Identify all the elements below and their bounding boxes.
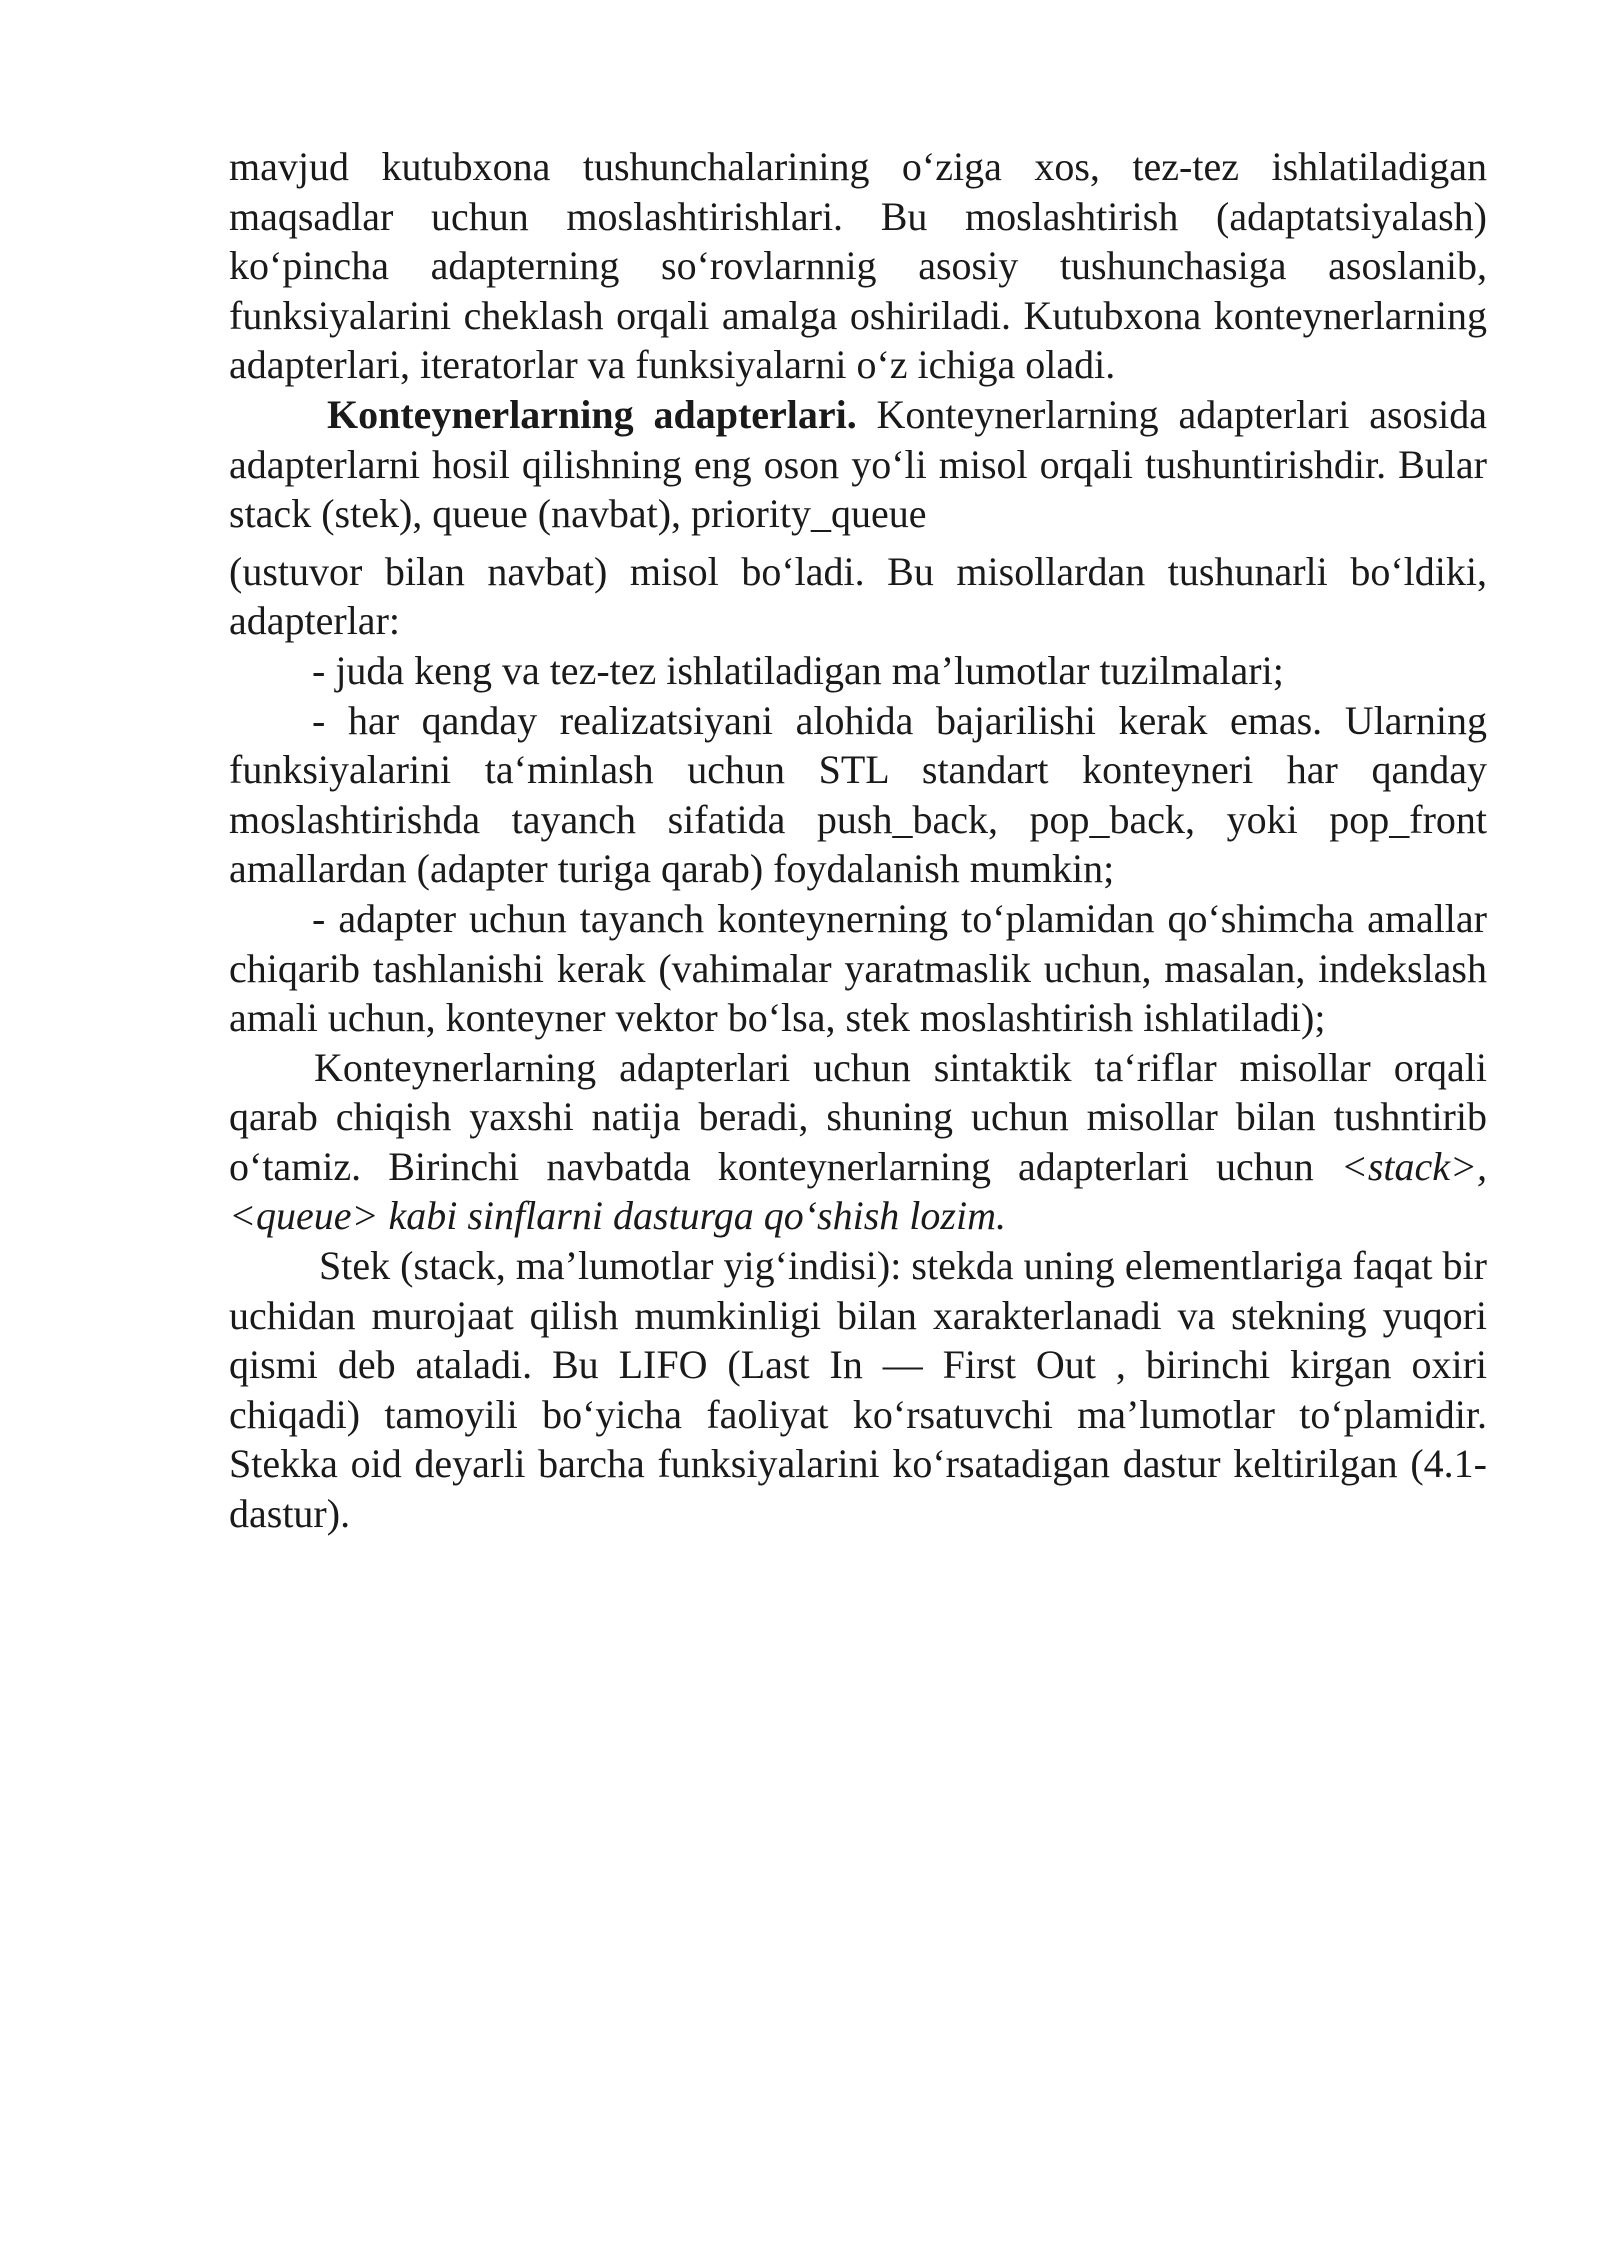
paragraph-examples: (ustuvor bilan navbat) misol bo‘ladi. Bu misollardan tushunarli bo‘ldiki, adapterlar: [229,548,1487,644]
paragraph-syntax [229,1043,1487,1241]
paragraph-adapters [229,390,1487,539]
list-item: - juda keng va tez-tez ishlatiladigan ma’lumotlar tuzilmalari; [312,647,1284,693]
paragraph-syntax-italic: <stack>, <queue> kabi sinflarni dasturga qo‘shish lozim. [229,1143,1487,1239]
paragraph-stack: Stek (stack, ma’lumotlar yig‘indisi): stekda uning elementlariga faqat bir uchidan murojaat qilish mumkinligi bilan xarakterlanadi va stekning yuqori qismi deb ataladi. Bu LIFO (Last In — First Out , birinchi kirgan oxiri chiqadi) tamoyili bo‘yicha faoliyat ko‘rsatuvchi ma’lumotlar to‘plamidir. Stekka oid deyarli barcha funksiyalarini ko‘rsatadigan dastur keltirilgan (4.1-dastur). [229,1243,1487,1537]
paragraph-adapters-body: Konteynerlarning adapterlari asosida adapterlarni hosil qilishning eng oson yo‘li misol orqali tushuntirishdir. Bular stack (stek), queue (navbat), priority_queue [229,391,1487,537]
list-item: - har qanday realizatsiyani alohida bajarilishi kerak emas. Ularning funksiyalarini ta‘minlash uchun STL standart konteyneri har qanday moslashtirishda tayanch sifatida push_back, pop_back, yoki pop_front amallardan (adapter turiga qarab) foydalanish mumkin; [229,697,1487,892]
body-text [229,142,1487,1539]
paragraph-syntax-body: Konteynerlarning adapterlari uchun sintaktik ta‘riflar misollar orqali qarab chiqish yaxshi natija beradi, shuning uchun misollar bilan tushntirib o‘tamiz. Birinchi navbatda konteynerlarning adapterlari uchun [229,1044,1487,1189]
section-heading: Konteynerlarning adapterlari. [327,391,857,437]
list-item: - adapter uchun tayanch konteynerning to‘plamidan qo‘shimcha amallar chiqarib tashlanishi kerak (vahimalar yaratmaslik uchun, masalan, indekslash amali uchun, konteyner vektor bo‘lsa, stek moslashtirish ishlatiladi); [229,895,1487,1041]
paragraph-intro: mavjud kutubxona tushunchalarining o‘ziga xos, tez-tez ishlatiladigan maqsadlar uchun moslashtirishlari. Bu moslashtirish (adaptatsiyalash) ko‘pincha adapterning so‘rovlarnnig asosiy tushunchasiga asoslanib, funksiyalarini cheklash orqali amalga oshiriladi. Kutubxona konteynerlarning adapterlari, iteratorlar va funksiyalarni o‘z ichiga oladi. [229,144,1487,388]
